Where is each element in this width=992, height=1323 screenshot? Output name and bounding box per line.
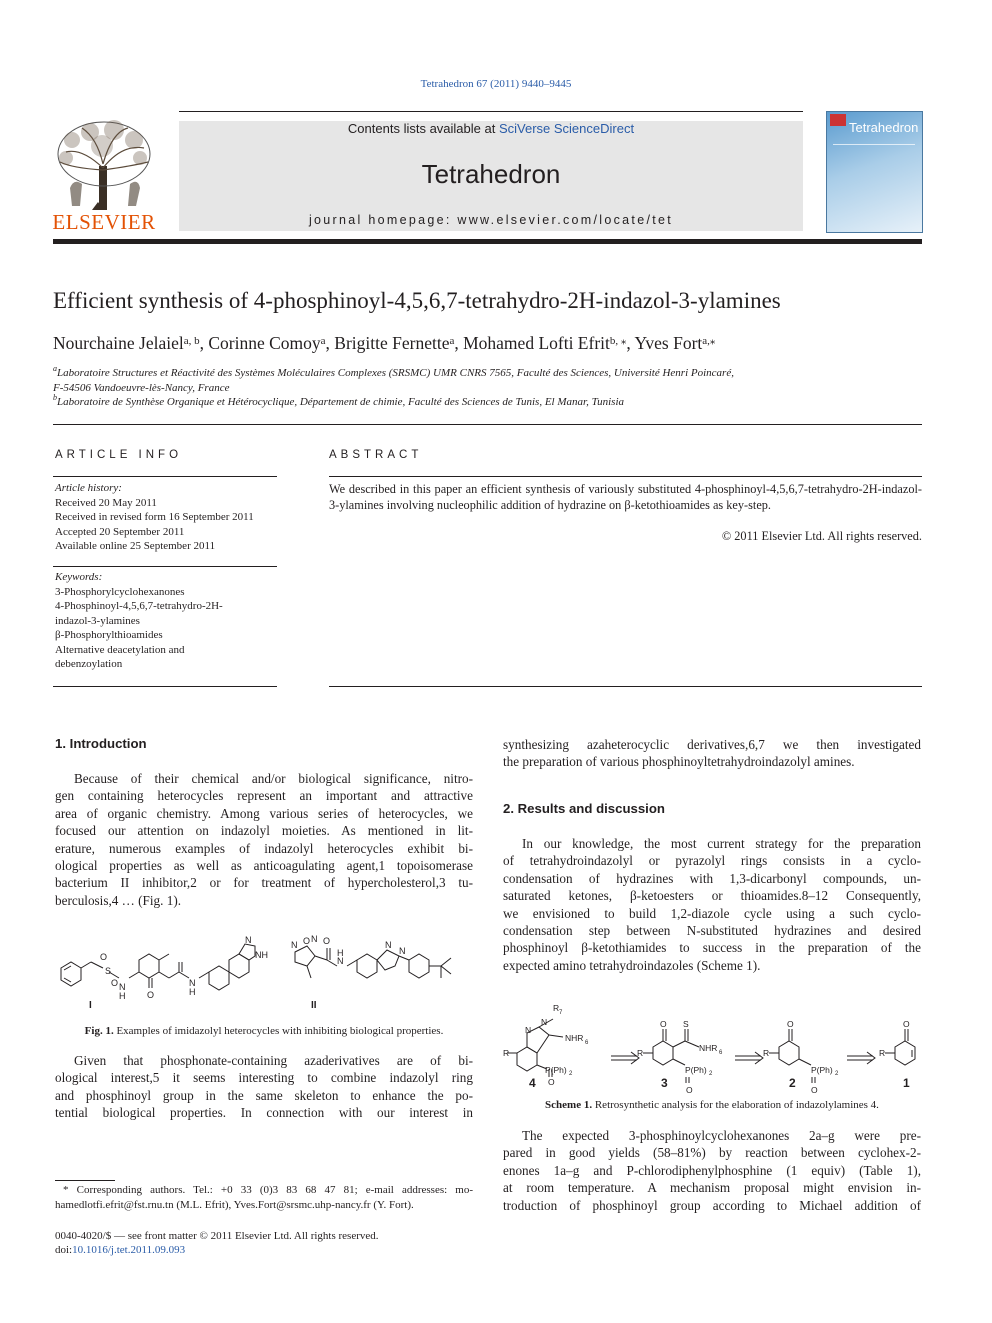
right-paragraph-0: synthesizing azaheterocyclic derivatives,6,7 we then investigated the preparation of various phosphinoyltetrahydroindazolyl amines. — [503, 737, 921, 770]
svg-text:6: 6 — [719, 1050, 723, 1056]
article-title: Efficient synthesis of 4-phosphinoyl-4,5,6,7-tetrahydro-2H-indazol-3-ylamines — [53, 288, 781, 313]
history-item: Available online 25 September 2011 — [55, 540, 216, 552]
keyword: β-Phosphorylthioamides — [55, 629, 163, 641]
journal-title: Tetrahedron — [421, 159, 561, 189]
svg-text:N: N — [189, 978, 196, 988]
copyright: © 2011 Elsevier Ltd. All rights reserved. — [721, 529, 922, 543]
svg-text:NHR: NHR — [699, 1043, 718, 1053]
svg-text:R: R — [637, 1048, 644, 1058]
article-info-rule — [53, 476, 277, 477]
results-paragraph-1: In our knowledge, the most current strategy for the preparation of tetrahydroindazolyl or pyrazolyl rings consists in a cyclo- condensation of hydrazines with 1,3-dicarbonyl compounds, un- saturated ketones, β-ketoesters or thioamides.8–12 Consequently, we envisioned to build 1,2-diazole cycle using a such cyclo- condensation step between N-substituted hydrazines and desired phosphinoyl β-ketothiamides to success in the preparation of the expected amino tetrahydroindazoles (Scheme 1). — [503, 836, 921, 973]
affiliation-a: Laboratoire Structures et Réactivité des Systèmes Moléculaires Complexes (SRSMC) UMR CNRS 7565, Faculté des Sciences, Université Henri Poincaré, — [57, 367, 734, 379]
issn-line: 0040-4020/$ — see front matter © 2011 Elsevier Ltd. All rights reserved. — [55, 1230, 379, 1242]
svg-text:R: R — [879, 1048, 886, 1058]
compound-label: II — [311, 1000, 317, 1011]
svg-text:N: N — [541, 1017, 548, 1027]
svg-text:N: N — [245, 935, 252, 945]
figure-1-caption: Fig. 1. Examples of imidazolyl heterocycles with inhibiting biological properties. — [84, 1025, 444, 1037]
svg-text:O: O — [548, 1077, 555, 1087]
svg-text:2: 2 — [835, 1071, 839, 1077]
header-thick-rule — [53, 239, 922, 244]
cover-badge — [830, 114, 846, 126]
doi-line: doi:10.1016/j.tet.2011.09.093 — [55, 1244, 186, 1256]
journal-banner — [179, 121, 803, 231]
results-heading: 2. Results and discussion — [503, 801, 665, 816]
svg-text:2: 2 — [709, 1071, 713, 1077]
article-history: Article history: Received 20 May 2011 Received in revised form 16 September 2011 Accepted 20 September 2011 Available online 25 September 2011 — [55, 481, 277, 554]
compound-label: 2 — [789, 1076, 796, 1090]
svg-text:O: O — [903, 1019, 910, 1029]
author[interactable]: Corinne Comoy — [208, 333, 321, 353]
affiliation-b: Laboratoire de Synthèse Organique et Hétérocyclique, Département de chimie, Faculté des Sciences de Tunis, El Manar, Tunisia — [57, 396, 624, 408]
svg-text:O: O — [323, 936, 331, 946]
svg-text:P(Ph): P(Ph) — [545, 1065, 567, 1075]
intro-paragraph-2: Given that phosphonate-containing azaderivatives are of bi- ological interest,5 it seems interesting to combine indazolyl ring and phosphinoyl group in the same skeleton to enhance the po- tential biological properties. In connection with our interest in — [55, 1053, 473, 1121]
svg-text:H: H — [189, 987, 196, 997]
keywords-rule — [53, 566, 277, 567]
svg-text:O: O — [303, 936, 311, 946]
svg-text:NHR: NHR — [565, 1033, 584, 1043]
article-info-bottom-rule — [53, 686, 277, 687]
journal-cover — [826, 111, 923, 233]
keyword: debenzoylation — [55, 658, 123, 670]
keyword: 3-Phosphorylcyclohexanones — [55, 585, 185, 598]
svg-text:O: O — [811, 1085, 818, 1095]
svg-text:N: N — [399, 946, 406, 956]
svg-text:O: O — [100, 952, 108, 962]
keyword: 4-Phosphinoyl-4,5,6,7-tetrahydro-2H- — [55, 600, 223, 612]
scheme-1 — [503, 1003, 921, 1095]
svg-text:O: O — [111, 978, 119, 988]
abstract-text: We described in this paper an efficient synthesis of variously substituted 4-phosphinoyl-4,5,6,7-tetrahydro-2H-indazol-3-ylamines involving nucleophilic addition of hydrazine on β-ketothioamides as key-step. — [329, 482, 922, 512]
scheme-1-structures — [503, 1003, 921, 1095]
title-bottom-rule — [53, 424, 922, 425]
svg-text:R: R — [553, 1003, 560, 1013]
introduction-heading: 1. Introduction — [55, 736, 147, 751]
publisher-name: ELSEVIER — [52, 210, 156, 234]
contents-line: Contents lists available at SciVerse ScienceDirect — [347, 121, 635, 136]
svg-text:O: O — [686, 1085, 693, 1095]
svg-text:O: O — [660, 1019, 667, 1029]
abstract-bottom-rule — [329, 686, 922, 687]
compound-label: 4 — [529, 1076, 536, 1090]
svg-text:NH: NH — [255, 950, 268, 960]
doi-link[interactable]: 10.1016/j.tet.2011.09.093 — [72, 1244, 186, 1256]
keyword: indazol-3-ylamines — [55, 614, 140, 627]
svg-text:O: O — [787, 1019, 794, 1029]
svg-text:N: N — [291, 940, 298, 950]
keyword: Alternative deacetylation and — [55, 643, 185, 656]
svg-text:N: N — [311, 934, 318, 944]
journal-homepage[interactable]: journal homepage: www.elsevier.com/locate/tet — [308, 213, 674, 227]
svg-text:S: S — [683, 1019, 689, 1029]
figure-1 — [55, 930, 473, 1012]
svg-text:6: 6 — [585, 1040, 589, 1046]
sciencedirect-link[interactable]: SciVerse ScienceDirect — [498, 121, 635, 136]
svg-text:R: R — [503, 1048, 510, 1058]
svg-text:H: H — [119, 991, 126, 1001]
intro-paragraph-1: Because of their chemical and/or biological significance, nitro- gen containing heterocycles represent an important and attractive area of organic chemistry. Among various series of heterocycles, we focused our attention on indazolyl moieties. As mentioned in lit- erature, numerous examples of indazolyl heterocycles exhibit bi- ological properties as well as anticoagulating agent,1 topoisomerase bacterium II inhibitor,2 or for treatment of hypercholesterol,3 tu- berculosis,4 … (Fig. 1). — [55, 771, 473, 908]
cover-rule — [833, 144, 915, 145]
elsevier-logo — [52, 118, 156, 234]
figure-1-structures — [55, 930, 473, 1012]
svg-text:N: N — [337, 956, 344, 966]
history-item: Accepted 20 September 2011 — [55, 525, 185, 538]
scheme-1-caption: Scheme 1. Retrosynthetic analysis for the elaboration of indazolylamines 4. — [545, 1099, 879, 1111]
history-item: Received in revised form 16 September 2011 — [55, 511, 254, 523]
svg-text:N: N — [385, 940, 392, 950]
compound-label: 3 — [661, 1076, 668, 1090]
keywords: Keywords: 3-Phosphorylcyclohexanones 4-Phosphinoyl-4,5,6,7-tetrahydro-2H- indazol-3-ylamines β-Phosphorylthioamides Alternative deacetylation and debenzoylation — [55, 570, 277, 672]
article-info-heading: ARTICLE INFO — [55, 449, 183, 461]
abstract-heading: ABSTRACT — [329, 449, 423, 461]
svg-text:P(Ph): P(Ph) — [811, 1065, 833, 1075]
author[interactable]: Mohamed Lofti Efrit — [463, 333, 610, 353]
affiliation-a-line2: F-54506 Vandoeuvre-lès-Nancy, France — [53, 381, 230, 394]
history-item: Received 20 May 2011 — [55, 496, 157, 509]
affiliations: $^a$Laboratoire Structures et Réactivité des Systèmes Moléculaires Complexes (SRSMC) UMR CNRS 7565, Faculté des Sciences, Université Henri Poincaré, F-54506 Vandoeuvre-lès-Nancy, France $^b$Laboratoire de Synthèse Organique et Hétérocyclique, Département de chimie, Faculté des Sciences de Tunis, El Manar, Tunisia — [53, 364, 734, 408]
cover-title: Tetrahedron — [849, 120, 919, 135]
svg-text:R: R — [763, 1048, 770, 1058]
elsevier-tree-icon — [52, 118, 156, 214]
svg-text:H: H — [337, 948, 344, 958]
compound-label: I — [89, 1000, 92, 1011]
author-list: Nourchaine Jelaiel$^{a, b}$, Corinne Comoy$^a$, Brigitte Fernette$^a$, Mohamed Lofti Efrit$^{b, ⁎}$, Yves Fort$^{a,⁎}$ — [53, 333, 716, 353]
header-top-rule — [179, 111, 803, 112]
svg-text:S: S — [105, 966, 112, 976]
svg-text:N: N — [119, 982, 126, 992]
author[interactable]: Brigitte Fernette — [334, 333, 450, 353]
compound-label: 1 — [903, 1076, 910, 1090]
footnote-rule — [55, 1180, 115, 1181]
results-paragraph-2: The expected 3-phosphinoylcyclohexanones 2a–g were pre- pared in good yields (58–81%) by reaction between cyclohex-2- enones 1a–g and P-chlorodiphenylphosphine (1 equiv) (Table 1), at room temperature. A mechanism proposal might envision in- troduction of phosphinoyl group according to Michael addition of — [503, 1128, 921, 1213]
svg-text:P(Ph): P(Ph) — [685, 1065, 707, 1075]
citation-link[interactable]: Tetrahedron 67 (2011) 9440–9445 — [420, 78, 572, 90]
author[interactable]: Nourchaine Jelaiel — [53, 333, 184, 353]
svg-text:2: 2 — [569, 1071, 573, 1077]
footnote: * Corresponding authors. Tel.: +0 33 (0)3 83 68 47 81; e-mail addresses: mo- hamedlotfi.efrit@fst.rnu.tn (M.L. Efrit), Yves.Fort@srsmc.uhp-nancy.fr (Y. Fort). — [55, 1184, 473, 1211]
svg-text:N: N — [525, 1025, 532, 1035]
svg-text:7: 7 — [559, 1010, 563, 1016]
abstract-rule — [329, 476, 922, 477]
author[interactable]: Yves Fort — [634, 333, 703, 353]
svg-text:O: O — [147, 990, 155, 1000]
